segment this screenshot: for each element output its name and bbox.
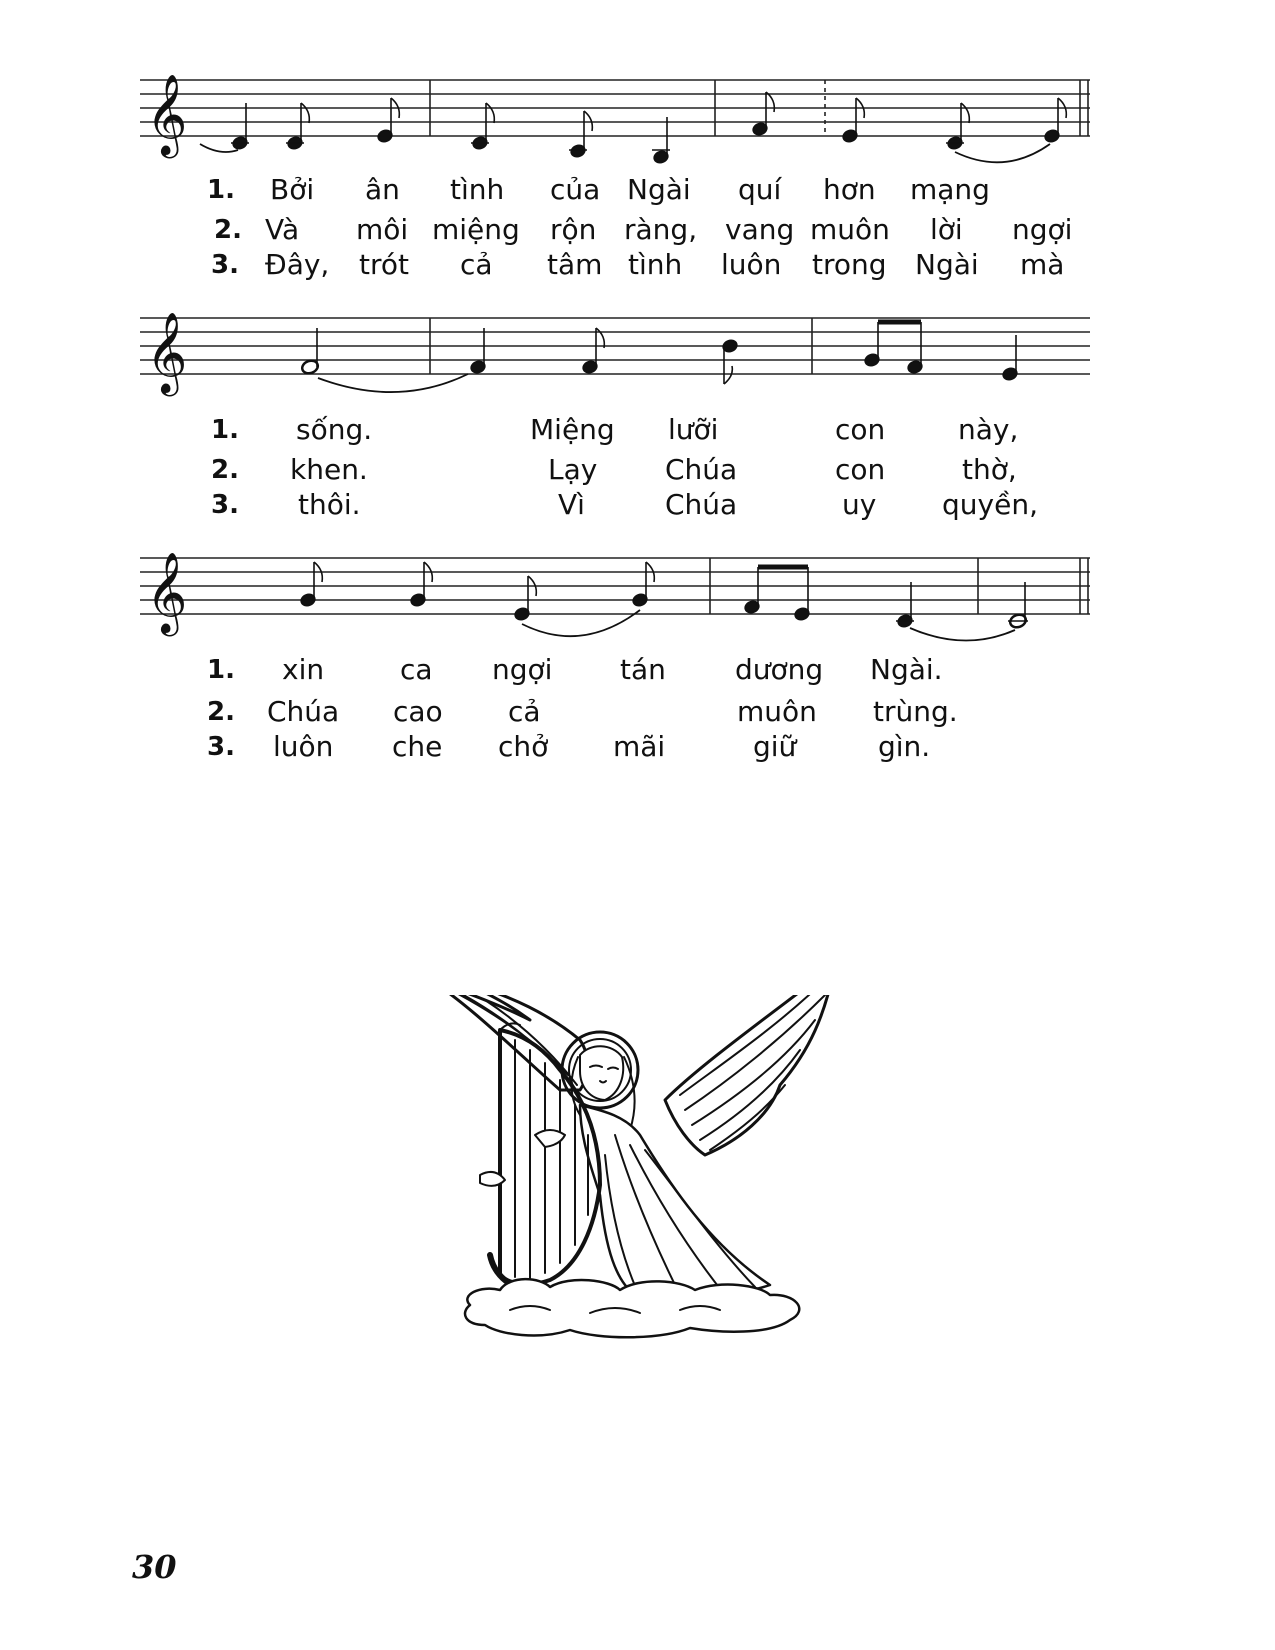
music-staff-2	[0, 300, 1275, 400]
note	[896, 582, 914, 629]
lyric-line-3-1	[0, 650, 1275, 690]
lyric-syllable: khen.	[290, 453, 368, 486]
note	[744, 567, 761, 615]
lyric-syllable: ngợi	[1012, 213, 1073, 246]
treble-clef-icon: 𝄞	[146, 551, 188, 633]
lyric-syllable: cả	[508, 695, 541, 728]
lyric-syllable: trót	[359, 248, 409, 281]
verse-number: 2.	[211, 455, 239, 485]
lyric-syllable: dương	[735, 653, 824, 686]
lyric-syllable: môi	[356, 213, 409, 246]
note	[946, 103, 969, 151]
lyric-syllable: lưỡi	[668, 413, 719, 446]
note	[286, 103, 309, 151]
lyric-syllable: quyền,	[942, 488, 1038, 521]
lyric-syllable: ràng,	[624, 213, 698, 246]
lyric-syllable: uy	[842, 488, 877, 521]
lyric-syllable: con	[835, 453, 886, 486]
right-wing-icon	[665, 995, 835, 1155]
lyric-syllable: tâm	[547, 248, 603, 281]
verse-number: 3.	[211, 250, 239, 280]
lyric-syllable: thờ,	[962, 453, 1017, 486]
lyric-syllable: rộn	[550, 213, 597, 246]
treble-clef-icon: 𝄞	[146, 311, 188, 393]
music-staff-1	[0, 50, 1275, 180]
lyric-syllable: con	[835, 413, 886, 446]
lyric-syllable: mà	[1020, 248, 1065, 281]
lyric-syllable: miệng	[432, 213, 520, 246]
lyric-syllable: giữ	[753, 730, 797, 763]
slur	[910, 628, 1015, 641]
slur	[955, 144, 1050, 162]
lyric-syllable: tán	[620, 653, 666, 686]
lyric-syllable: cả	[460, 248, 493, 281]
lyric-syllable: Vì	[558, 488, 585, 521]
face-icon	[580, 1046, 623, 1100]
note	[470, 328, 487, 375]
verse-number: 1.	[207, 655, 235, 685]
lyric-syllable: hơn	[823, 173, 876, 206]
lyric-syllable: gìn.	[878, 730, 931, 763]
note	[569, 111, 592, 159]
lyric-syllable: xin	[282, 653, 325, 686]
slur	[200, 144, 238, 152]
lyric-syllable: cao	[393, 695, 443, 728]
lyric-syllable: chở	[498, 730, 549, 763]
lyric-syllable: mạng	[910, 173, 990, 206]
lyric-syllable: ca	[400, 653, 433, 686]
note	[907, 322, 924, 375]
lyric-syllable: tình	[628, 248, 683, 281]
lyric-line-1-1	[0, 170, 1275, 210]
note	[752, 92, 775, 137]
lyric-syllable: Ngài	[627, 173, 691, 206]
note	[471, 103, 494, 151]
lyric-syllable: che	[392, 730, 443, 763]
verse-number: 3.	[207, 732, 235, 762]
lyric-syllable: Chúa	[665, 453, 738, 486]
lyric-line-2-2	[0, 450, 1275, 490]
lyric-syllable: ân	[365, 173, 400, 206]
lyric-line-2-1	[0, 410, 1275, 450]
lyric-syllable: luôn	[721, 248, 782, 281]
lyric-syllable: mãi	[613, 730, 666, 763]
lyric-syllable: Đây,	[265, 248, 330, 281]
lyric-syllable: ngợi	[492, 653, 553, 686]
verse-number: 1.	[211, 415, 239, 445]
lyric-line-3-2	[0, 692, 1275, 732]
lyric-syllable: quí	[738, 173, 782, 206]
music-staff-3	[0, 540, 1275, 650]
lyric-syllable: tình	[450, 173, 505, 206]
lyric-syllable: Ngài.	[870, 653, 943, 686]
lyric-syllable: Ngài	[915, 248, 979, 281]
lyric-syllable: lời	[930, 213, 963, 246]
note	[231, 103, 249, 151]
note	[652, 117, 670, 165]
note	[722, 338, 739, 384]
verse-number: 3.	[211, 490, 239, 520]
lyric-line-3-3	[0, 727, 1275, 767]
verse-number: 2.	[207, 697, 235, 727]
lyric-syllable: của	[550, 173, 601, 206]
lyric-syllable: Chúa	[665, 488, 738, 521]
verse-number: 1.	[207, 175, 235, 205]
lyric-syllable: Bởi	[270, 173, 315, 206]
lyric-syllable: trong	[812, 248, 887, 281]
note	[1008, 582, 1028, 629]
page-number: 30	[132, 1548, 177, 1586]
note	[864, 322, 881, 368]
lyric-syllable: muôn	[810, 213, 890, 246]
note	[1002, 335, 1019, 382]
lyric-line-1-2	[0, 210, 1275, 250]
lyric-syllable: vang	[725, 213, 795, 246]
treble-clef-icon: 𝄞	[146, 73, 188, 155]
lyric-line-2-3	[0, 485, 1275, 525]
slur	[318, 374, 468, 392]
lyric-syllable: này,	[958, 413, 1019, 446]
lyric-syllable: Miệng	[530, 413, 615, 446]
lyric-syllable: sống.	[296, 413, 373, 446]
lyric-syllable: Chúa	[267, 695, 340, 728]
lyric-syllable: trùng.	[873, 695, 958, 728]
note	[794, 567, 811, 622]
lyric-line-1-3	[0, 245, 1275, 285]
lyric-syllable: thôi.	[298, 488, 361, 521]
lyric-syllable: Lạy	[548, 453, 598, 486]
lyric-syllable: luôn	[273, 730, 334, 763]
lyric-syllable: Và	[265, 213, 300, 246]
verse-number: 2.	[214, 215, 242, 245]
note	[582, 328, 605, 375]
note	[300, 328, 319, 375]
lyric-syllable: muôn	[737, 695, 817, 728]
angel-with-harp-illustration	[440, 995, 890, 1415]
